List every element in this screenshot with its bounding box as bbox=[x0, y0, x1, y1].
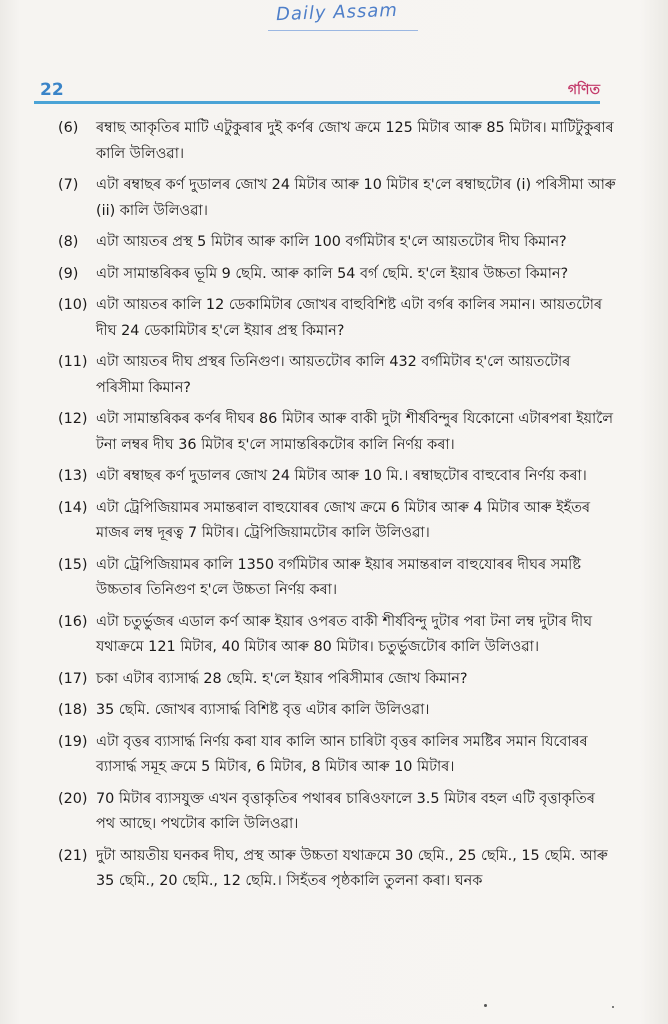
question-number: (19) bbox=[58, 733, 88, 750]
question-number: (13) bbox=[58, 468, 88, 484]
question-number: (17) bbox=[58, 670, 88, 687]
question-text: এটা আয়তৰ কালি 12 ডেকামিটাৰ জোখৰ বাহুবিশিষ্ট এটা বৰ্গৰ কালিৰ সমান। আয়তটোৰ দীঘ 24 ডেকামিটাৰ হ'লে ইয়াৰ প্ৰস্থ কিমান? bbox=[96, 297, 602, 339]
question-number: (10) bbox=[58, 297, 88, 313]
paper-speck bbox=[484, 1004, 487, 1007]
question-number: (15) bbox=[58, 556, 88, 573]
question-number: (6) bbox=[58, 120, 79, 136]
watermark-underline bbox=[268, 30, 418, 31]
question-item bbox=[58, 667, 618, 693]
question-number: (18) bbox=[58, 702, 88, 718]
question-text: ৰম্বাছ আকৃতিৰ মাটি এটুকুৰাৰ দুই কৰ্ণৰ জোখ ক্ৰমে 125 মিটাৰ আৰু 85 মিটাৰ। মাটিটুকুৰাৰ কালি উলিওৱা। bbox=[96, 120, 614, 162]
question-text: দুটা আয়তীয় ঘনকৰ দীঘ, প্ৰস্থ আৰু উচ্চতা যথাক্ৰমে 30 ছেমি., 25 ছেমি., 15 ছেমি. আৰু 35 ছেমি., 20 ছেমি., 12 ছেমি.। সিহঁতৰ পৃষ্ঠকালি তুলনা কৰা। ঘনক bbox=[96, 847, 608, 889]
question-item bbox=[58, 116, 618, 167]
question-number: (14) bbox=[58, 499, 88, 516]
question-text: এটা বৃত্তৰ ব্যাসাৰ্দ্ধ নিৰ্ণয় কৰা যাৰ কালি আন চাৰিটা বৃত্তৰ কালিৰ সমষ্টিৰ সমান যিবোৰৰ ব্যাসাৰ্দ্ধ সমূহ ক্ৰমে 5 মিটাৰ, 6 মিটাৰ, 8 মিটাৰ আৰু 10 মিটাৰ। bbox=[96, 733, 588, 775]
question-item bbox=[58, 230, 618, 256]
question-text: এটা ট্ৰেপিজিয়ামৰ কালি 1350 বৰ্গমিটাৰ আৰু ইয়াৰ সমান্তৰাল বাহুযোৰৰ দীঘৰ সমষ্টি উচ্চতাৰ তিনিগুণ হ'লে উচ্চতা নিৰ্ণয় কৰা। bbox=[96, 556, 581, 598]
question-text: এটা চতুৰ্ভুজৰ এডাল কৰ্ণ আৰু ইয়াৰ ওপৰত বাকী শীৰ্ষবিন্দু দুটাৰ পৰা টনা লম্ব দুটাৰ দীঘ যথাক্ৰমে 121 মিটাৰ, 40 মিটাৰ আৰু 80 মিটাৰ। চতুৰ্ভুজটোৰ কালি উলিওৱা। bbox=[96, 613, 592, 655]
question-number: (7) bbox=[58, 177, 79, 193]
question-text: এটা আয়তৰ দীঘ প্ৰস্থৰ তিনিগুণ। আয়তটোৰ কালি 432 বৰ্গমিটাৰ হ'লে আয়তটোৰ পৰিসীমা কিমান? bbox=[96, 354, 571, 396]
question-item bbox=[58, 698, 618, 724]
header-rule bbox=[34, 101, 600, 104]
question-text: 70 মিটাৰ ব্যাসযুক্ত এখন বৃত্তাকৃতিৰ পথাৰৰ চাৰিওফালে 3.5 মিটাৰ বহল এটি বৃত্তাকৃতিৰ পথ আছে। পথটোৰ কালি উলিওৱা। bbox=[96, 790, 595, 832]
question-text: এটা ৰম্বাছৰ কৰ্ণ দুডালৰ জোখ 24 মিটাৰ আৰু 10 মি.। ৰম্বাছটোৰ বাহুবোৰ নিৰ্ণয় কৰা। bbox=[96, 468, 587, 484]
question-item bbox=[58, 173, 618, 224]
question-text: এটা আয়তৰ প্ৰস্থ 5 মিটাৰ আৰু কালি 100 বৰ্গমিটাৰ হ'লে আয়তটোৰ দীঘ কিমান? bbox=[96, 234, 567, 250]
question-number: (16) bbox=[58, 613, 88, 630]
question-item bbox=[58, 407, 618, 458]
question-item bbox=[58, 787, 618, 838]
watermark: Daily Assam bbox=[275, 0, 399, 26]
question-text: চকা এটাৰ ব্যাসাৰ্দ্ধ 28 ছেমি. হ'লে ইয়াৰ পৰিসীমাৰ জোখ কিমান? bbox=[96, 670, 468, 687]
subject-title: গণিত bbox=[567, 82, 600, 98]
question-text: এটা সামান্তৰিকৰ ভূমি 9 ছেমি. আৰু কালি 54 বৰ্গ ছেমি. হ'লে ইয়াৰ উচ্চতা কিমান? bbox=[96, 265, 569, 282]
paper-speck bbox=[612, 1006, 614, 1008]
question-list bbox=[58, 116, 618, 901]
question-item bbox=[58, 350, 618, 401]
question-item bbox=[58, 293, 618, 344]
question-item bbox=[58, 262, 618, 288]
question-text: এটা ট্ৰেপিজিয়ামৰ সমান্তৰাল বাহুযোৰৰ জোখ ক্ৰমে 6 মিটাৰ আৰু 4 মিটাৰ আৰু ইহঁতৰ মাজৰ লম্ব দূৰত্ব 7 মিটাৰ। ট্ৰেপিজিয়ামটোৰ কালি উলিওৱা। bbox=[96, 499, 591, 541]
question-item bbox=[58, 844, 618, 895]
question-number: (8) bbox=[58, 234, 79, 250]
question-number: (12) bbox=[58, 411, 88, 427]
question-number: (9) bbox=[58, 265, 79, 282]
question-item bbox=[58, 496, 618, 547]
question-item bbox=[58, 464, 618, 490]
question-text: এটা ৰম্বাছৰ কৰ্ণ দুডালৰ জোখ 24 মিটাৰ আৰু 10 মিটাৰ হ'লে ৰম্বাছটোৰ (i) পৰিসীমা আৰু (ii) কালি উলিওৱা। bbox=[96, 177, 616, 219]
question-number: (20) bbox=[58, 790, 88, 807]
question-item bbox=[58, 610, 618, 661]
question-number: (11) bbox=[58, 354, 88, 370]
question-item bbox=[58, 730, 618, 781]
question-item bbox=[58, 553, 618, 604]
question-number: (21) bbox=[58, 847, 88, 864]
question-text: এটা সামান্তৰিকৰ কৰ্ণৰ দীঘৰ 86 মিটাৰ আৰু বাকী দুটা শীৰ্ষবিন্দুৰ যিকোনো এটাৰপৰা ইয়ালৈ টনা লম্বৰ দীঘ 36 মিটাৰ হ'লে সামান্তৰিকটোৰ কালি নিৰ্ণয় কৰা। bbox=[96, 411, 613, 453]
question-text: 35 ছেমি. জোখৰ ব্যাসাৰ্দ্ধ বিশিষ্ট বৃত্ত এটাৰ কালি উলিওৱা। bbox=[96, 702, 430, 718]
page-number: 22 bbox=[40, 80, 64, 100]
